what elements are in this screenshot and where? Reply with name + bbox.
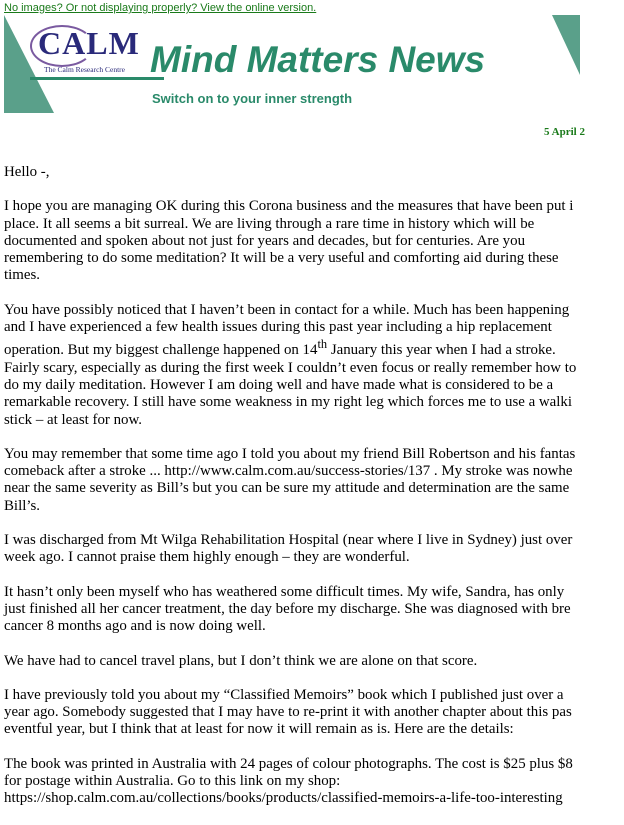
logo-underline — [30, 77, 164, 80]
newsletter-banner — [0, 15, 580, 115]
paragraph-5: It hasn’t only been myself who has weathered some difficult times. My wife, Sandra, has only just finished all her cancer treatment, the day before my discharge. She was diagnosed with bre cancer 8 months ago and is now doing well. — [4, 583, 571, 635]
issue-date: 5 April 2 — [544, 126, 585, 138]
greeting: Hello -, — [4, 164, 50, 180]
logo-subtitle: The Calm Research Centre — [44, 65, 126, 74]
paragraph-7: I have previously told you about my “Classified Memoirs” book which I published just over a year ago. Somebody suggested that I may have to re-print it with another chapter about this pas eventful year, but I think that at least for now it will remain as is. Here are the details: — [4, 686, 572, 738]
newsletter-title: Mind Matters News — [150, 39, 486, 80]
paragraph-3: You may remember that some time ago I told you about my friend Bill Robertson and his fantas comeback after a stroke ... http://www.calm.com.au/success-stories/137 . My stroke was nowhe near the same severity as Bill’s but you can be sure my attitude and determination are the same Bill’s. — [4, 445, 576, 514]
paragraph-2: You have possibly noticed that I haven’t been in contact for a while. Much has been happening and I have experienced a few health issues during this past year including a hip replacement operation. But my biggest challenge happened on 14th January this year when I had a stroke. Fairly scary, especially as during the first week I couldn’t even focus or really remember how to do my daily meditation. However I am doing well and have made what is considered to be a remarkable recovery. I still have some weakness in my right leg which forces me to use a walki stick – at least for now. — [4, 301, 577, 428]
paragraph-8: The book was printed in Australia with 24 pages of colour photographs. The cost is $25 plus $8 for postage within Australia. Go to this link on my shop: https://shop.calm.com.au/collections/books/products/classified-memoirs-a-life-too-interesting — [4, 756, 624, 808]
letter-body — [4, 164, 624, 825]
logo-text: CALM — [38, 25, 140, 61]
newsletter-tagline: Switch on to your inner strength — [152, 91, 353, 106]
banner-decoration-right — [552, 15, 580, 75]
paragraph-6: We have had to cancel travel plans, but I don’t think we are alone on that score. — [4, 652, 478, 669]
calm-logo — [30, 23, 140, 83]
view-online-link[interactable]: No images? Or not displaying properly? View the online version. — [4, 2, 317, 14]
paragraph-1: I hope you are managing OK during this Corona business and the measures that have been put i place. It all seems a bit surreal. We are living through a rare time in history which will be documented and spoken about not just for years and decades, but for centuries. Are you remembering to do some meditation? It will be a very useful and comforting aid during these times. — [4, 198, 574, 284]
shop-link[interactable]: https://shop.calm.com.au/collections/books/products/classified-memoirs-a-life-too-interesting — [4, 790, 563, 807]
paragraph-4: I was discharged from Mt Wilga Rehabilitation Hospital (near where I live in Sydney) just over week ago. I cannot praise them highly enough – they are wonderful. — [4, 532, 573, 566]
